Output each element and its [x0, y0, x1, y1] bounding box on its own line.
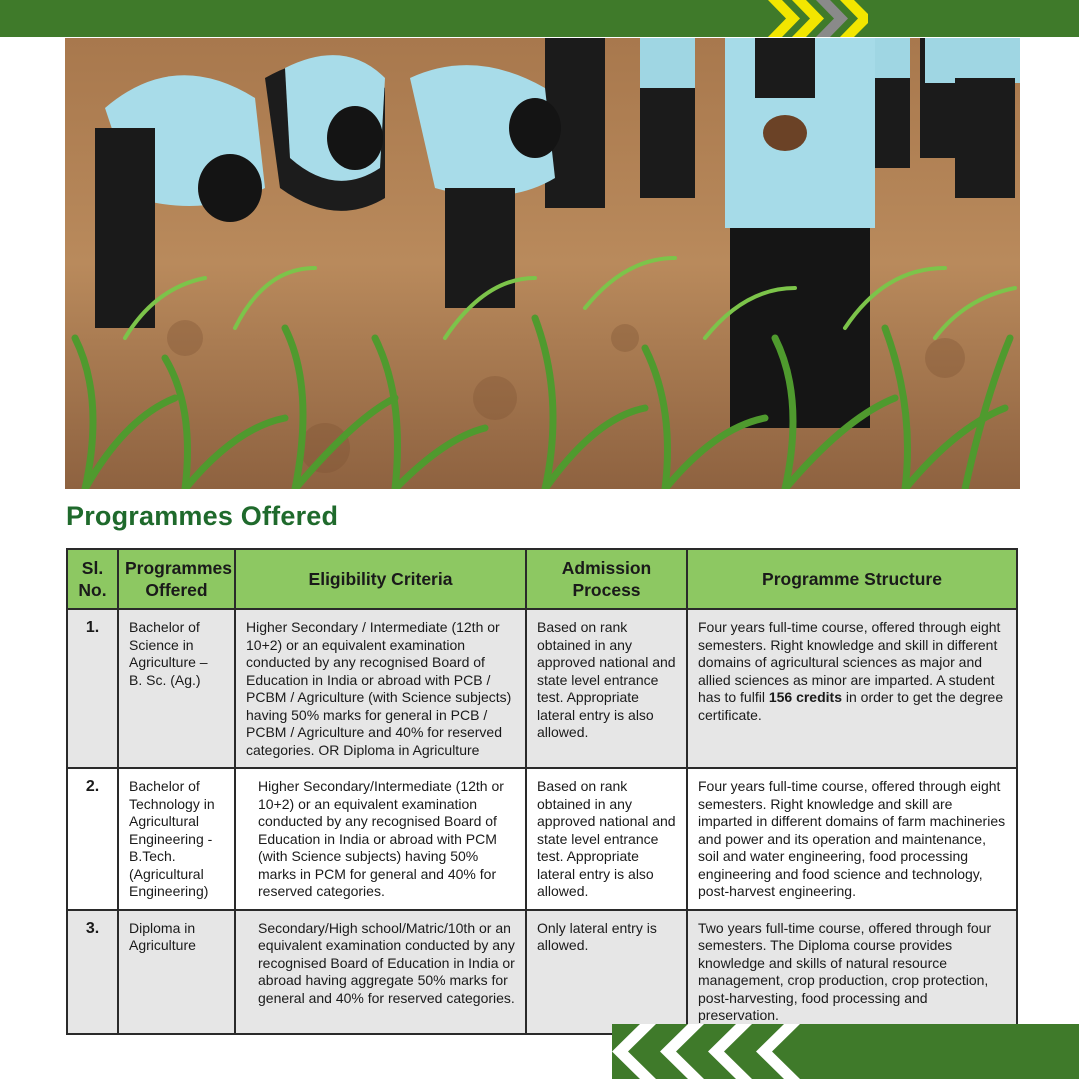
table-row: [67, 768, 1017, 910]
row-number: 3.: [67, 910, 118, 1034]
header-eligibility-criteria: Eligibility Criteria: [235, 549, 526, 609]
table-header-row: [67, 549, 1017, 609]
eligibility-criteria: Higher Secondary / Intermediate (12th or 10+2) or an equivalent examination conducted by any recognised Board of Education in India or abroad with PCB / PCBM / Agriculture (with Science subjects) having 50% marks for general in PCB / PCBM / Agriculture and 40% for reserved categories. OR Diploma in Agriculture: [235, 609, 526, 768]
header-admission-process: Admission Process: [526, 549, 687, 609]
programme-name: Bachelor of Technology in Agricultural Engineering - B.Tech. (Agricultural Engineering): [118, 768, 235, 910]
header-programme-structure: Programme Structure: [687, 549, 1017, 609]
admission-process: Based on rank obtained in any approved national and state level entrance test. Appropriate lateral entry is also allowed.: [526, 609, 687, 768]
header-sl-no: Sl. No.: [67, 549, 118, 609]
header-programmes-offered: Programmes Offered: [118, 549, 235, 609]
row-number: 2.: [67, 768, 118, 910]
eligibility-criteria: Secondary/High school/Matric/10th or an equivalent examination conducted by any recognised Board of Education in India or abroad having aggregate 50% marks for general and 40% for reserved categories.: [235, 910, 526, 1034]
programme-name: Bachelor of Science in Agriculture – B. Sc. (Ag.): [118, 609, 235, 768]
row-number: 1.: [67, 609, 118, 768]
structure-text-end: in order to get the degree certificate.: [698, 689, 1004, 723]
programme-structure: Two years full-time course, offered through four semesters. The Diploma course provides knowledge and skills of natural resource management, crop production, crop protection, post-harvesting, food processing and preservation.: [687, 910, 1017, 1034]
structure-text: Four years full-time course, offered through eight semesters. Right knowledge and skill in different domains of agricultural sciences as major and allied sciences as minor are imparted. A student has to fulfil: [698, 619, 1001, 705]
top-banner: [0, 0, 1079, 37]
section-title: Programmes Offered: [66, 501, 339, 531]
table-row: [67, 609, 1017, 768]
bottom-chevron-decoration: [612, 1024, 812, 1079]
table-row: [67, 910, 1017, 1034]
top-chevron-decoration: [768, 0, 868, 37]
programme-name: Diploma in Agriculture: [118, 910, 235, 1034]
programme-structure: [687, 609, 1017, 768]
admission-process: Only lateral entry is allowed.: [526, 910, 687, 1034]
admission-process: Based on rank obtained in any approved national and state level entrance test. Appropriate lateral entry is also allowed.: [526, 768, 687, 910]
eligibility-criteria: Higher Secondary/Intermediate (12th or 10+2) or an equivalent examination conducted by any recognised Board of Education in India or abroad with PCM (with Science subjects) having 50% marks in PCM for general and 40% for reserved categories.: [235, 768, 526, 910]
programmes-table: [66, 548, 1018, 1035]
hero-photo-students-in-field: [65, 38, 1020, 489]
programme-structure: Four years full-time course, offered through eight semesters. Right knowledge and skill are imparted in different domains of farm machineries and power and its operation and maintenance, soil and water engineering, food processing engineering and food science and technology, post-harvest engineering.: [687, 768, 1017, 910]
credits-highlight: 156 credits: [768, 689, 842, 705]
